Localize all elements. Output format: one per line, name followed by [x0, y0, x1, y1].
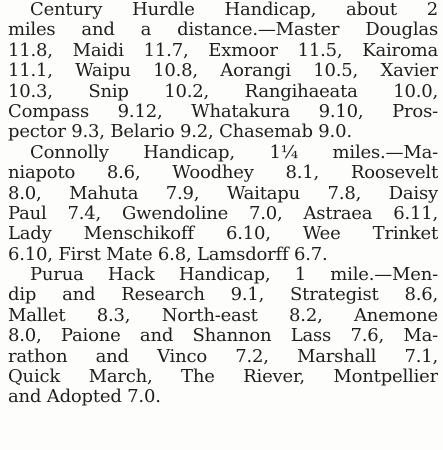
paragraph-century-hurdle-handicap [8, 0, 438, 143]
text-line: rathon and Vinco 7.2, Marshall 7.1, [8, 346, 438, 367]
text-line: Century Hurdle Handicap, about 2 [30, 0, 438, 20]
text-line: 11.8, Maidi 11.7, Exmoor 11.5, Kairoma [8, 40, 438, 61]
text-line: Paul 7.4, Gwendoline 7.0, Astraea 6.11, [8, 203, 438, 224]
text-line: 8.0, Mahuta 7.9, Waitapu 7.8, Daisy [8, 183, 438, 204]
text-line: Connolly Handicap, 1¼ miles.—Ma- [30, 142, 438, 163]
text-line: dip and Research 9.1, Strategist 8.6, [8, 285, 438, 306]
text-line: Mallet 8.3, North-east 8.2, Anemone [8, 305, 438, 326]
paragraph-purua-hack-handicap [8, 265, 438, 408]
text-line: 11.1, Waipu 10.8, Aorangi 10.5, Xavier [8, 61, 438, 82]
text-line: Lady Menschikoff 6.10, Wee Trinket [8, 224, 438, 245]
text-line: Purua Hack Handicap, 1 mile.—Men- [30, 265, 438, 286]
text-line: 10.3, Snip 10.2, Rangihaeata 10.0, [8, 81, 438, 102]
text-line: pector 9.3, Belario 9.2, Chasemab 9.0. [8, 122, 352, 143]
text-line: Compass 9.12, Whatakura 9.10, Pros- [8, 101, 438, 122]
text-line: Quick March, The Riever, Montpellier [8, 367, 438, 388]
text-line: niapoto 8.6, Woodhey 8.1, Roosevelt [8, 163, 438, 184]
text-line: 6.10, First Mate 6.8, Lamsdorff 6.7. [8, 244, 328, 265]
text-line: and Adopted 7.0. [8, 387, 161, 408]
text-line: miles and a distance.—Master Douglas [8, 20, 438, 41]
text-line: 8.0, Paione and Shannon Lass 7.6, Ma- [8, 326, 438, 347]
paragraph-connolly-handicap [8, 143, 438, 265]
